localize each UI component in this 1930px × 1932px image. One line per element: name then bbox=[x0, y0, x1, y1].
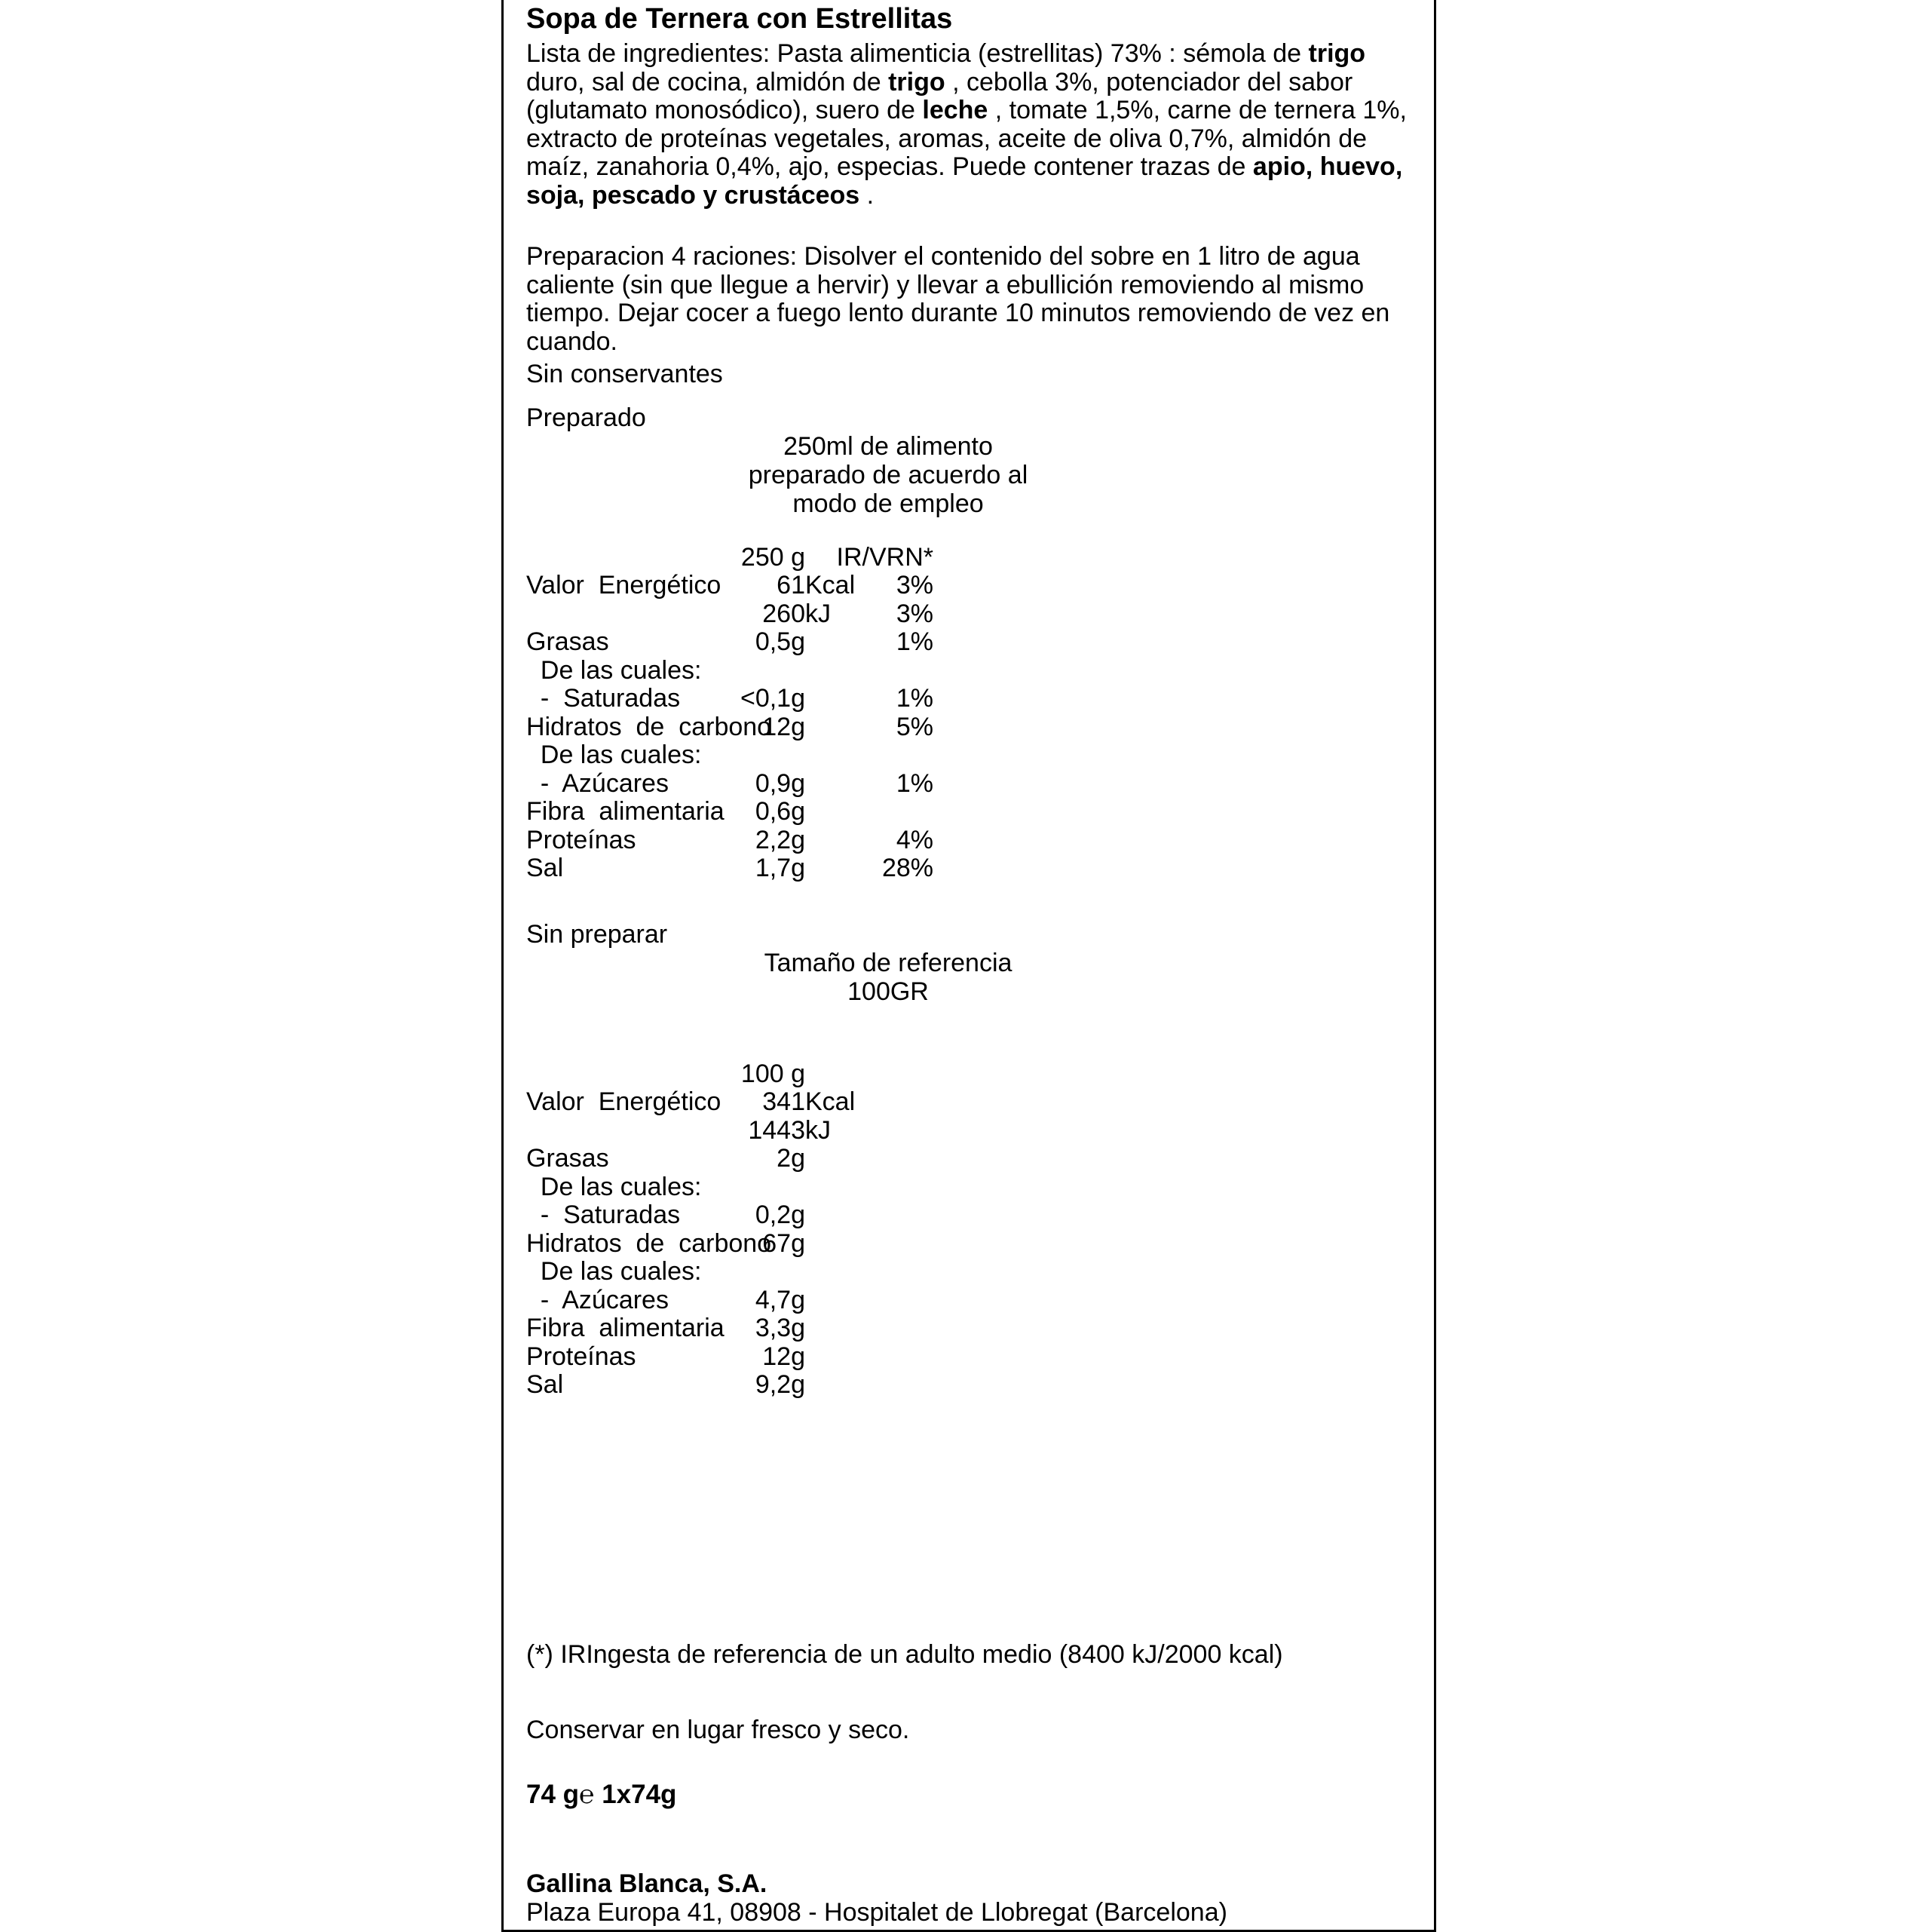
nutrition-row bbox=[504, 628, 1438, 657]
nutrition-row bbox=[504, 572, 1438, 600]
nutrient-value: 9,2g bbox=[755, 1370, 805, 1399]
prepared-column-header bbox=[504, 544, 1438, 572]
ingredients-text: duro, sal de cocina, almidón de bbox=[526, 67, 889, 97]
serving-description-line2: preparado de acuerdo al bbox=[748, 461, 1028, 489]
net-weight-line bbox=[526, 1780, 676, 1810]
nutrient-value: 0,9g bbox=[755, 768, 805, 798]
unprepared-column-header bbox=[504, 1060, 1438, 1089]
nutrient-label: Fibra alimentaria bbox=[526, 1314, 725, 1342]
column-percent: IR/VRN* bbox=[836, 543, 933, 572]
ingredients-list bbox=[526, 40, 1416, 210]
allergen-traces: apio, huevo, soja, pescado y crustáceos bbox=[526, 152, 1403, 210]
ingredients-text: , tomate 1,5%, carne de ternera 1%, extracto de proteínas vegetales, aromas, aceite de oliva 0,7%, almidón de maíz, zanahoria 0,4%, ajo, especias. Puede contener trazas de bbox=[526, 96, 1407, 181]
nutrient-label: Proteínas bbox=[526, 825, 636, 854]
nutrient-label: De las cuales: bbox=[526, 1257, 702, 1286]
nutrient-value: 260 bbox=[762, 599, 805, 628]
serving-description-line1: 250ml de alimento bbox=[783, 432, 993, 461]
nutrient-value: 0,2g bbox=[755, 1201, 805, 1229]
nutrient-label: - Saturadas bbox=[526, 684, 681, 713]
preparation-instructions: Preparacion 4 raciones: Disolver el contenido del sobre en 1 litro de agua caliente (sin que llegue a hervir) y llevar a ebullición removiendo al mismo tiempo. Dejar cocer a fuego lento durante 10 minutos removiendo de vez en cuando. bbox=[526, 242, 1390, 356]
estimated-sign-icon: ℮ bbox=[579, 1780, 595, 1809]
nutrition-row bbox=[504, 685, 1438, 713]
nutrient-value: 1443 bbox=[748, 1115, 805, 1145]
allergen-trigo: trigo bbox=[888, 67, 945, 97]
column-amount: 100 g bbox=[740, 1060, 805, 1088]
nutrient-value: 0,6g bbox=[755, 797, 805, 826]
footnote: (*) IRIngesta de referencia de un adulto medio (8400 kJ/2000 kcal) bbox=[526, 1640, 1283, 1669]
reference-size-line2: 100GR bbox=[847, 977, 929, 1006]
nutrition-row bbox=[504, 1117, 1438, 1145]
nutrition-row bbox=[504, 826, 1438, 855]
nutrient-unit: Kcal bbox=[805, 571, 856, 600]
nutrient-label: Proteínas bbox=[526, 1342, 636, 1371]
nutrient-label: De las cuales: bbox=[526, 1172, 702, 1201]
nutrition-row bbox=[504, 741, 1438, 770]
company-address: Plaza Europa 41, 08908 - Hospitalet de Llobregat (Barcelona) bbox=[526, 1898, 1227, 1927]
nutrition-row bbox=[504, 770, 1438, 799]
nutrition-row bbox=[504, 1314, 1438, 1343]
nutrient-percent: 5% bbox=[896, 712, 933, 741]
nutrient-value: 341 bbox=[762, 1087, 805, 1116]
nutrient-percent: 28% bbox=[881, 854, 933, 882]
nutrition-row bbox=[504, 1145, 1438, 1173]
nutrient-label: Fibra alimentaria bbox=[526, 797, 725, 826]
nutrient-label: Sal bbox=[526, 854, 564, 882]
nutrient-label: De las cuales: bbox=[526, 741, 702, 769]
nutrition-row bbox=[504, 1173, 1438, 1202]
allergen-leche: leche bbox=[922, 96, 988, 124]
nutrient-label: Hidratos de carbono bbox=[526, 1228, 772, 1258]
nutrient-value: 1,7g bbox=[755, 854, 805, 882]
company-name: Gallina Blanca, S.A. bbox=[526, 1869, 767, 1898]
nutrition-row bbox=[504, 1230, 1438, 1259]
column-amount: 250 g bbox=[740, 543, 805, 572]
nutrition-row bbox=[504, 1201, 1438, 1230]
nutrition-row bbox=[504, 1343, 1438, 1372]
net-weight: 74 g bbox=[526, 1780, 580, 1809]
nutrient-value: 2g bbox=[777, 1144, 805, 1173]
nutrient-unit: kJ bbox=[805, 599, 831, 628]
nutrient-label: Valor Energético bbox=[526, 1087, 721, 1116]
nutrient-label: Hidratos de carbono bbox=[526, 712, 772, 741]
nutrient-label: - Azúcares bbox=[526, 1285, 669, 1314]
nutrient-percent: 3% bbox=[896, 571, 933, 600]
nutrition-label bbox=[501, 0, 1436, 1932]
nutrition-row bbox=[504, 1258, 1438, 1286]
nutrition-row bbox=[504, 657, 1438, 685]
nutrition-row bbox=[504, 713, 1438, 742]
serving-description-line3: modo de empleo bbox=[792, 489, 984, 518]
nutrient-label: Valor Energético bbox=[526, 571, 721, 600]
nutrition-row bbox=[504, 1286, 1438, 1315]
nutrient-value: 12g bbox=[762, 1342, 805, 1371]
nutrient-percent: 3% bbox=[896, 599, 933, 628]
ingredients-text: , cebolla 3%, potenciador del sabor (glutamato monosódico), suero de bbox=[526, 67, 1353, 124]
nutrient-percent: 1% bbox=[896, 627, 933, 656]
allergen-trigo: trigo bbox=[1308, 39, 1366, 68]
nutrient-percent: 4% bbox=[896, 825, 933, 854]
nutrient-value: 4,7g bbox=[755, 1285, 805, 1314]
nutrient-label: Grasas bbox=[526, 627, 609, 656]
nutrient-value: 12g bbox=[762, 712, 805, 741]
nutrient-value: 2,2g bbox=[755, 825, 805, 854]
nutrient-value: 61 bbox=[777, 571, 805, 600]
nutrition-row bbox=[504, 600, 1438, 629]
storage-instructions: Conservar en lugar fresco y seco. bbox=[526, 1716, 910, 1744]
nutrient-label: - Azúcares bbox=[526, 768, 669, 798]
reference-size-line1: Tamaño de referencia bbox=[764, 949, 1012, 977]
nutrient-unit: Kcal bbox=[805, 1087, 856, 1116]
nutrient-label: Sal bbox=[526, 1370, 564, 1399]
nutrition-row bbox=[504, 854, 1438, 883]
unprepared-heading: Sin preparar bbox=[526, 920, 668, 949]
nutrient-label: Grasas bbox=[526, 1144, 609, 1173]
ingredients-text: . bbox=[859, 180, 875, 210]
nutrient-unit: kJ bbox=[805, 1115, 831, 1145]
nutrient-label: De las cuales: bbox=[526, 655, 702, 685]
ingredients-text: Lista de ingredientes: Pasta alimenticia (estrellitas) 73% : sémola de bbox=[526, 39, 1309, 68]
nutrient-value: 0,5g bbox=[755, 627, 805, 656]
nutrient-value: <0,1g bbox=[740, 684, 805, 713]
nutrition-row bbox=[504, 1088, 1438, 1117]
nutrient-value: 3,3g bbox=[755, 1314, 805, 1342]
no-preservatives: Sin conservantes bbox=[526, 360, 723, 388]
nutrition-row bbox=[504, 1371, 1438, 1400]
pack-format: 1x74g bbox=[602, 1780, 677, 1809]
nutrition-row bbox=[504, 798, 1438, 826]
nutrient-value: 67g bbox=[762, 1228, 805, 1258]
nutrient-percent: 1% bbox=[896, 684, 933, 713]
prepared-heading: Preparado bbox=[526, 403, 646, 432]
nutrient-percent: 1% bbox=[896, 768, 933, 798]
nutrient-label: - Saturadas bbox=[526, 1201, 681, 1229]
product-title: Sopa de Ternera con Estrellitas bbox=[526, 3, 953, 35]
